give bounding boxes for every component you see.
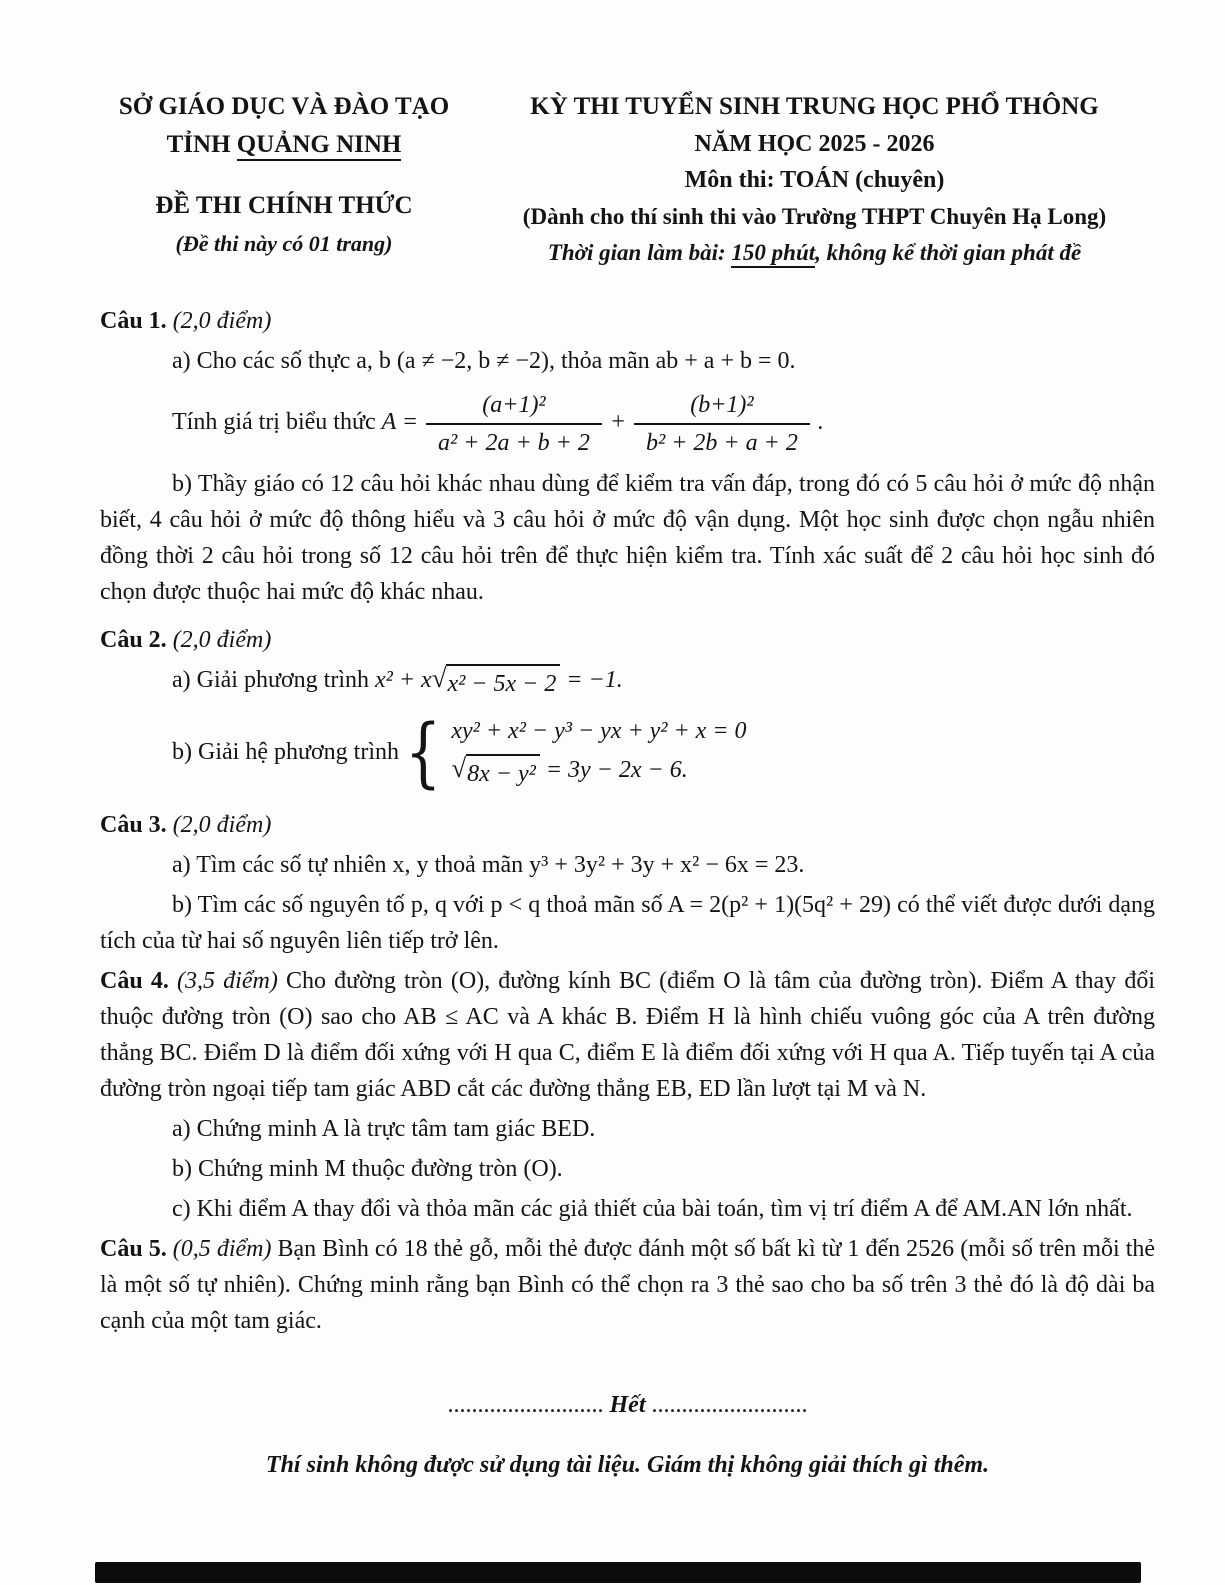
sqrt-expression [432,664,561,702]
question-4-intro-text: Cho đường tròn (O), đường kính BC (điểm O là tâm của đường tròn). Điểm A thay đổi thuộc đường tròn (O) sao cho AB ≤ AC và A khác B. Điểm H là hình chiếu vuông góc của A trên đường thẳng BC. Điểm D là điểm đối xứng với H qua C, điểm E là điểm đối xứng với H qua A. Tiếp tuyến tại A của đường tròn ngoại tiếp tam giác ABD cắt các đường thẳng EB, ED lần lượt tại M và N. [100,967,1156,1102]
scan-artifact-bar [95,1562,1141,1583]
page-count-note: (Đề thi này có 01 trang) [175,230,393,256]
candidate-note: (Dành cho thí sinh thi vào Trường THPT Chuyên Hạ Long) [522,203,1107,229]
question-3-points: (2,0 điểm) [172,811,272,838]
question-2-points: (2,0 điểm) [172,626,272,653]
exam-title: KỲ THI TUYỂN SINH TRUNG HỌC PHỔ THÔNG [530,93,1099,120]
question-4-intro [100,963,1155,1107]
fraction-2-denominator: b² + 2b + a + 2 [646,429,798,456]
fraction-2 [634,389,810,458]
system-equation-1: xy² + x² − y³ − yx + y² + x = 0 [451,717,747,744]
question-3-number: Câu 3. [100,811,167,838]
question-5-points: (0,5 điểm) [172,1235,272,1262]
end-dots-left: .......................... [447,1391,604,1418]
province-underlined: QUẢNG NINH [237,131,402,161]
equation-2a [375,662,623,697]
subject-line: Môn thi: TOÁN (chuyên) [684,166,945,193]
plus-sign: + [609,408,627,435]
sqrt-radicand-2: 8x − y² [466,754,540,792]
exam-footer [100,1387,1155,1483]
system-equations [451,710,746,795]
system-brace: { [405,706,442,796]
question-4c-text: c) Khi điểm A thay đổi và thỏa mãn các giả thiết của bài toán, tìm vị trí điểm A để AM.AN lớn nhất. [172,1195,1133,1222]
equation-2a-terms: x² + x [375,666,432,693]
question-4b-text: b) Chứng minh M thuộc đường tròn (O). [172,1155,563,1182]
question-1-points: (2,0 điểm) [172,307,272,334]
question-1b-text: b) Thầy giáo có 12 câu hỏi khác nhau dùng để kiểm tra vấn đáp, trong đó có 5 câu hỏi ở mức độ nhận biết, 4 câu hỏi ở mức độ thông hiểu và 3 câu hỏi ở mức độ vận dụng. Một học sinh được chọn ngẫu nhiên đồng thời 2 câu hỏi trong số 12 câu hỏi trên để thực hiện kiểm tra. Tính xác suất để 2 câu hỏi học sinh đó chọn được thuộc hai mức độ khác nhau. [100,470,1155,605]
province-prefix: TỈNH [166,130,237,158]
question-2b-prefix: b) Giải hệ phương trình [172,739,399,765]
exam-title-block [468,88,1155,271]
question-4a-text: a) Chứng minh A là trực tâm tam giác BED. [172,1115,596,1142]
question-4-number: Câu 4. [100,967,169,994]
question-1a-text: a) Cho các số thực a, b (a ≠ −2, b ≠ −2), thỏa mãn ab + a + b = 0. [172,347,796,374]
exam-rules-note: Thí sinh không được sử dụng tài liệu. Giám thị không giải thích gì thêm. [265,1451,990,1478]
question-5-text [100,1231,1155,1339]
system-equation-2 [451,752,746,792]
end-dots-right: .......................... [651,1391,808,1418]
question-3-heading [100,807,1155,843]
question-2a-text [100,662,1155,702]
fraction-2-numerator: (b+1)² [634,389,810,425]
expression-A [381,391,824,456]
expression-A-lhs: A = [381,408,419,435]
authority-name: SỞ GIÁO DỤC VÀ ĐÀO TẠO [118,93,450,120]
question-2-number: Câu 2. [100,626,167,653]
question-5-body: Bạn Bình có 18 thẻ gỗ, mỗi thẻ được đánh một số bất kì từ 1 đến 2526 (mỗi số trên mỗi thẻ là một số tự nhiên). Chứng minh rằng bạn Bình có thể chọn ra 3 thẻ sao cho ba số trên 3 thẻ đó là độ dài ba cạnh của một tam giác. [100,1235,1156,1334]
radical-icon: √ [451,752,467,783]
fraction-1-denominator: a² + 2a + b + 2 [438,429,590,456]
fraction-1 [426,389,602,458]
exam-body [100,303,1155,1339]
issuing-authority-block [100,88,468,260]
end-label: Hết [609,1391,646,1418]
duration-line [474,236,1155,271]
question-5-number: Câu 5. [100,1235,167,1262]
equation-2a-rhs: = −1. [560,666,623,693]
period: . [817,408,824,435]
duration-prefix: Thời gian làm bài: [547,240,732,265]
radical-icon: √ [431,662,447,693]
end-marker-line [100,1387,1155,1423]
question-2b-text [100,706,1155,796]
question-1-number: Câu 1. [100,307,167,334]
sqrt-radicand: x² − 5x − 2 [446,664,560,702]
duration-time: 150 phút [731,240,815,268]
formula-intro-text: Tính giá trị biểu thức [172,408,382,435]
question-2-heading [100,622,1155,658]
question-1a-formula [100,389,1155,458]
duration-suffix: , không kể thời gian phát đề [815,240,1082,265]
question-1-heading [100,303,1155,339]
province-name [100,126,468,164]
question-4-points: (3,5 điểm) [177,967,278,994]
question-3a-text: a) Tìm các số tự nhiên x, y thoả mãn y³ + 3y² + 3y + x² − 6x = 23. [172,851,805,878]
school-year: NĂM HỌC 2025 - 2026 [694,130,935,157]
sqrt-expression-2 [451,754,539,792]
exam-header [100,88,1155,271]
equation-system [399,706,747,796]
question-3b-text: b) Tìm các số nguyên tố p, q với p < q thoả mãn số A = 2(p² + 1)(5q² + 29) có thể viết được dưới dạng tích của từ hai số nguyên liên tiếp trở lên. [100,891,1155,954]
fraction-1-numerator: (a+1)² [426,389,602,425]
system-equation-2-rhs: = 3y − 2x − 6. [539,756,688,783]
question-2a-prefix: a) Giải phương trình [172,666,375,693]
official-exam-label: ĐỀ THI CHÍNH THỨC [155,192,413,219]
